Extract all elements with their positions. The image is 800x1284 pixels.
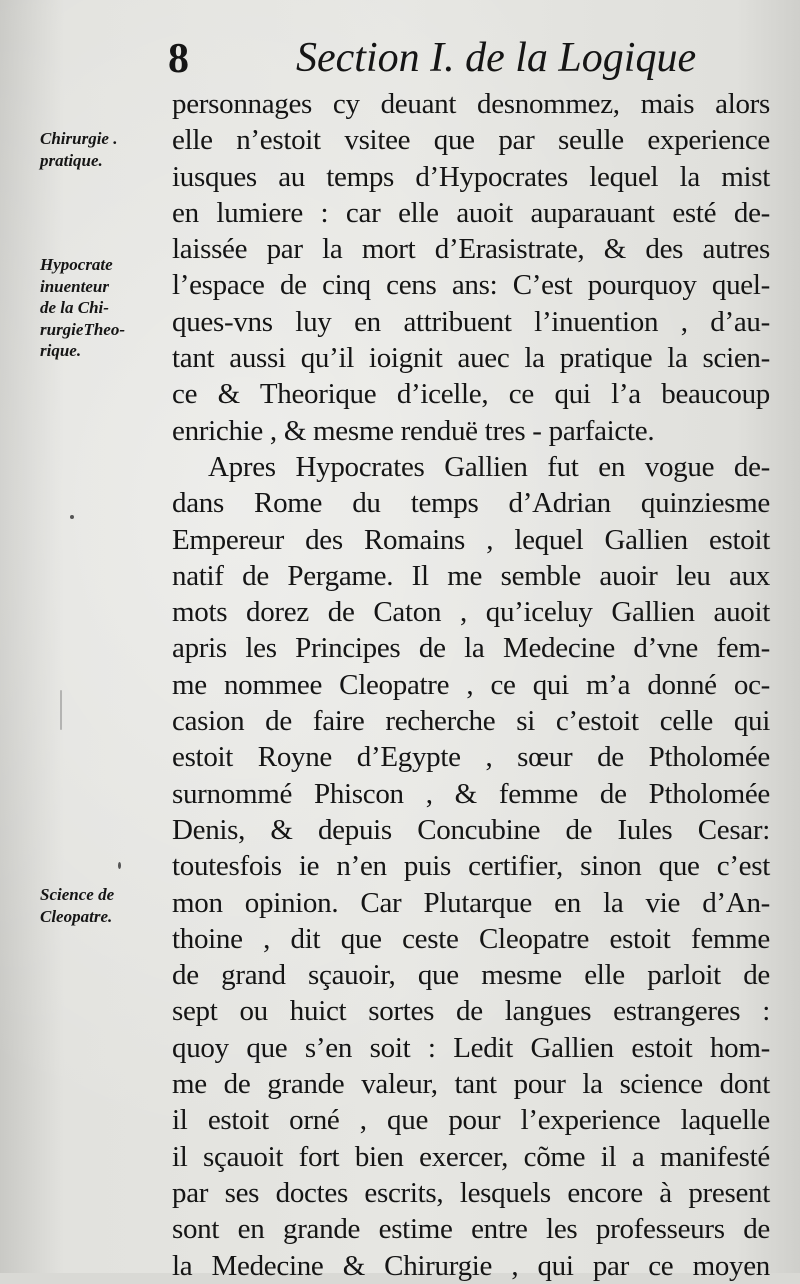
- margin-note-science-de-cleopatre: [40, 884, 180, 927]
- text-line: me de grande valeur, tant pour la science dont: [172, 1068, 770, 1101]
- margin-note-line: de la Chi-: [40, 298, 109, 317]
- text-line: sont en grande estime entre les professeurs de: [172, 1213, 770, 1246]
- text-line: casion de faire recherche si c’estoit celle qui: [172, 705, 770, 738]
- text-line: estoit Royne d’Egypte , sœur de Ptholomée: [172, 741, 770, 774]
- text-line: l’espace de cinq cens ans: C’est pourquoy quel-: [172, 269, 770, 302]
- margin-note-line: Science de: [40, 885, 115, 904]
- text-line: thoine , dit que ceste Cleopatre estoit femme: [172, 922, 770, 955]
- text-line: sept ou huict sortes de langues estrangeres :: [172, 995, 770, 1028]
- text-line: mots dorez de Caton , qu’iceluy Gallien auoit: [172, 596, 770, 629]
- text-line: enrichie , & mesme renduë tres - parfaicte.: [172, 414, 655, 447]
- paper-stain: [60, 690, 62, 730]
- text-line: la Medecine & Chirurgie , qui par ce moyen: [172, 1249, 770, 1282]
- margin-note-chirurgie-pratique: [40, 128, 180, 171]
- text-line: en lumiere : car elle auoit auparauant esté de-: [172, 196, 770, 229]
- margin-note-line: Cleopatre.: [40, 906, 113, 926]
- margin-note-hypocrate: [40, 254, 180, 362]
- text-line: laissée par la mort d’Erasistrate, & des autres: [172, 233, 770, 266]
- margin-note-line: inuenteur: [40, 276, 109, 296]
- text-line: apris les Principes de la Medecine d’vne fem-: [172, 632, 770, 665]
- page-header: [168, 30, 768, 86]
- paragraph-first-line: Apres Hypocrates Gallien fut en vogue de-: [208, 450, 770, 483]
- text-line: il estoit orné , que pour l’experience laquelle: [172, 1104, 770, 1137]
- text-line: ce & Theorique d’icelle, ce qui l’a beaucoup: [172, 378, 770, 411]
- text-line: surnommé Phiscon , & femme de Ptholomée: [172, 777, 770, 810]
- page-number: 8: [168, 36, 189, 82]
- text-line: il sçauoit fort bien exercer, cõme il a manifesté: [172, 1140, 770, 1173]
- text-line: mon opinion. Car Plutarque en la vie d’An-: [172, 886, 770, 919]
- ink-speck: [70, 515, 74, 519]
- text-line: personnages cy deuant desnommez, mais alors: [172, 88, 770, 120]
- margin-note-line: pratique.: [40, 150, 103, 170]
- margin-note-line: Hypocrate: [40, 255, 113, 274]
- text-line: de grand sçauoir, que mesme elle parloit de: [172, 959, 770, 992]
- text-line: dans Rome du temps d’Adrian quinziesme: [172, 487, 770, 520]
- text-line: tant aussi qu’il ioignit auec la pratique la scien-: [172, 342, 770, 375]
- text-line: ques-vns luy en attribuent l’inuention , d’au-: [172, 305, 770, 338]
- text-line: toutesfois ie n’en puis certifier, sinon que c’est: [172, 850, 770, 883]
- text-line: elle n’estoit vsitee que par seulle experience: [172, 124, 770, 157]
- text-line: Empereur des Romains , lequel Gallien estoit: [172, 523, 770, 556]
- text-line: quoy que s’en soit : Ledit Gallien estoit hom-: [172, 1031, 770, 1064]
- body-text: [172, 86, 770, 1284]
- margin-note-line: Chirurgie .: [40, 129, 118, 148]
- text-line: iusques au temps d’Hypocrates lequel la mist: [172, 160, 770, 193]
- margin-note-line: rurgieTheo-: [40, 319, 125, 339]
- text-line: me nommee Cleopatre , ce qui m’a donné oc-: [172, 668, 770, 701]
- text-line: Denis, & depuis Concubine de Iules Cesar:: [172, 813, 770, 846]
- text-line: par ses doctes escrits, lesquels encore à present: [172, 1176, 770, 1209]
- margin-note-line: rique.: [40, 341, 82, 360]
- running-head: Section I. de la Logique: [296, 35, 697, 81]
- ink-speck: [118, 862, 121, 869]
- text-line: natif de Pergame. Il me semble auoir leu aux: [172, 559, 770, 592]
